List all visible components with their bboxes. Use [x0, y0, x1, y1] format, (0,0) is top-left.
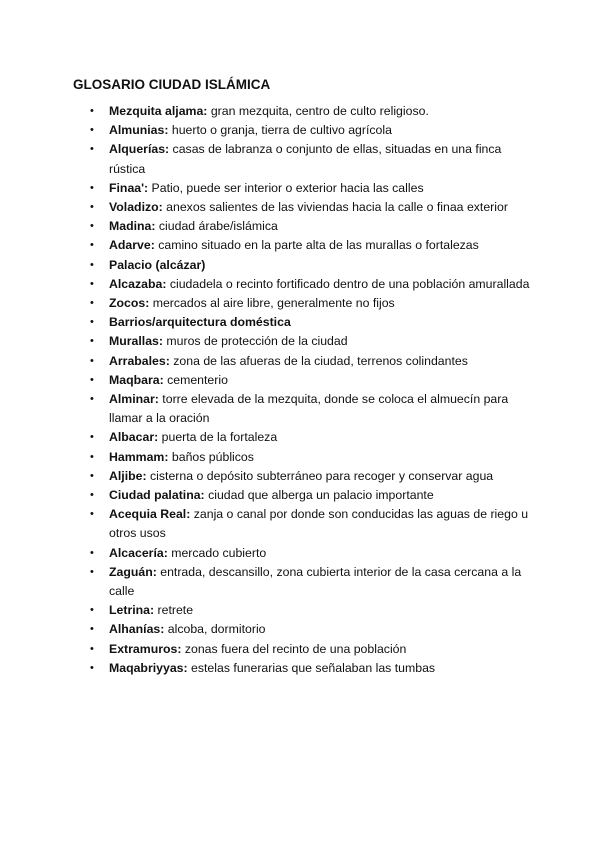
bullet-icon: •	[90, 181, 94, 194]
glossary-term: Albacar:	[109, 430, 159, 445]
glossary-term: Extramuros:	[109, 641, 182, 656]
bullet-icon: •	[90, 469, 94, 482]
glossary-definition: retrete	[154, 603, 194, 618]
glossary-term: Palacio (alcázar)	[109, 257, 206, 272]
glossary-entry	[90, 198, 530, 217]
glossary-term: Maqabriyyas:	[109, 660, 188, 675]
glossary-definition: ciudad que alberga un palacio importante	[204, 488, 434, 503]
glossary-entry	[90, 659, 530, 678]
glossary-entry	[90, 294, 530, 313]
glossary-definition: gran mezquita, centro de culto religioso.	[207, 104, 429, 118]
glossary-entry	[90, 313, 530, 332]
glossary-entry	[90, 428, 530, 447]
glossary-entry	[90, 640, 530, 659]
glossary-definition: casas de labranza o conjunto de ellas, situadas en una finca rústica	[109, 142, 502, 176]
glossary-term: Voladizo:	[109, 200, 163, 215]
bullet-icon: •	[90, 450, 94, 463]
glossary-term: Mezquita aljama:	[109, 104, 208, 118]
glossary-term: Maqbara:	[109, 372, 164, 387]
bullet-icon: •	[90, 105, 94, 117]
bullet-icon: •	[90, 604, 94, 617]
glossary-term: Acequia Real:	[109, 507, 191, 522]
glossary-term: Ciudad palatina:	[109, 488, 205, 503]
glossary-definition: zonas fuera del recinto de una población	[181, 641, 407, 656]
glossary-term: Hammam:	[109, 449, 169, 464]
glossary-entry	[90, 563, 530, 601]
glossary-entry	[90, 256, 530, 275]
glossary-definition: torre elevada de la mezquita, donde se coloca el almuecín para llamar a la oración	[109, 392, 509, 426]
glossary-entry	[90, 371, 530, 390]
bullet-icon: •	[90, 277, 94, 290]
bullet-icon: •	[90, 143, 94, 156]
glossary-term: Alcazaba:	[109, 276, 167, 291]
page-title: GLOSARIO CIUDAD ISLÁMICA	[73, 77, 271, 92]
glossary-term: Alcacería:	[109, 545, 168, 560]
bullet-icon: •	[90, 661, 94, 674]
bullet-icon: •	[90, 354, 94, 367]
bullet-icon: •	[90, 431, 94, 444]
glossary-term: Finaa':	[109, 180, 149, 195]
glossary-definition: mercados al aire libre, generalmente no fijos	[149, 296, 395, 311]
bullet-icon: •	[90, 201, 94, 214]
bullet-icon: •	[90, 335, 94, 348]
bullet-icon: •	[90, 373, 94, 386]
glossary-entry	[90, 332, 530, 351]
bullet-icon: •	[90, 297, 94, 310]
glossary-definition: zanja o canal por donde son conducidas las aguas de riego u otros usos	[109, 507, 529, 541]
glossary-term: Alquerías:	[109, 142, 170, 157]
glossary-definition: anexos salientes de las viviendas hacia la calle o finaa exterior	[162, 200, 508, 215]
glossary-entry	[90, 352, 530, 371]
glossary-definition: cisterna o depósito subterráneo para recoger y conservar agua	[146, 468, 494, 483]
glossary-term: Arrabales:	[109, 353, 170, 368]
bullet-icon: •	[90, 220, 94, 233]
glossary-entry	[90, 544, 530, 563]
glossary-entry	[90, 140, 530, 178]
bullet-icon: •	[90, 393, 94, 406]
glossary-term: Adarve:	[109, 238, 155, 253]
glossary-entry	[90, 601, 530, 620]
glossary-definition: Patio, puede ser interior o exterior hacia las calles	[148, 180, 424, 195]
glossary-definition: baños públicos	[168, 449, 254, 464]
bullet-icon: •	[90, 508, 94, 521]
bullet-icon: •	[90, 546, 94, 559]
glossary-entry	[90, 505, 530, 543]
bullet-icon: •	[90, 258, 94, 271]
bullet-icon: •	[90, 239, 94, 252]
glossary-entry	[90, 467, 530, 486]
glossary-definition: mercado cubierto	[167, 545, 267, 560]
glossary-definition: cementerio	[163, 372, 228, 387]
glossary-entry	[90, 448, 530, 467]
glossary-term: Zocos:	[109, 296, 150, 311]
glossary-definition: muros de protección de la ciudad	[163, 334, 348, 349]
glossary-definition: zona de las afueras de la ciudad, terrenos colindantes	[169, 353, 468, 368]
glossary-term: Alhanías:	[109, 622, 165, 637]
glossary-entry	[90, 236, 530, 255]
glossary-definition: camino situado en la parte alta de las murallas o fortalezas	[154, 238, 479, 253]
glossary-entry	[90, 102, 530, 121]
glossary-definition: alcoba, dormitorio	[164, 622, 266, 637]
glossary-entry	[90, 275, 530, 294]
glossary-entry	[90, 620, 530, 639]
bullet-icon: •	[90, 642, 94, 655]
glossary-list	[90, 102, 530, 678]
glossary-entry	[90, 179, 530, 198]
bullet-icon: •	[90, 316, 94, 329]
glossary-entry	[90, 121, 530, 140]
bullet-icon: •	[90, 623, 94, 636]
glossary-entry	[90, 390, 530, 428]
bullet-icon: •	[90, 124, 94, 137]
glossary-term: Almunias:	[109, 123, 169, 138]
glossary-entry	[90, 217, 530, 236]
glossary-term: Madina:	[109, 219, 156, 234]
bullet-icon: •	[90, 565, 94, 578]
glossary-term: Letrina:	[109, 603, 155, 618]
glossary-definition: entrada, descansillo, zona cubierta interior de la casa cercana a la calle	[109, 564, 522, 599]
glossary-term: Zaguán:	[109, 564, 157, 579]
glossary-definition: ciudad árabe/islámica	[155, 219, 278, 234]
glossary-definition: estelas funerarias que señalaban las tumbas	[187, 660, 436, 675]
glossary-definition: puerta de la fortaleza	[158, 430, 278, 445]
glossary-term: Alminar:	[109, 392, 159, 407]
glossary-definition: ciudadela o recinto fortificado dentro de una población amurallada	[166, 276, 530, 291]
glossary-term: Barrios/arquitectura doméstica	[109, 315, 291, 330]
glossary-term: Aljibe:	[109, 468, 147, 483]
bullet-icon: •	[90, 489, 94, 502]
glossary-term: Murallas:	[109, 334, 163, 349]
glossary-entry	[90, 486, 530, 505]
glossary-definition: huerto o granja, tierra de cultivo agrícola	[168, 123, 392, 138]
